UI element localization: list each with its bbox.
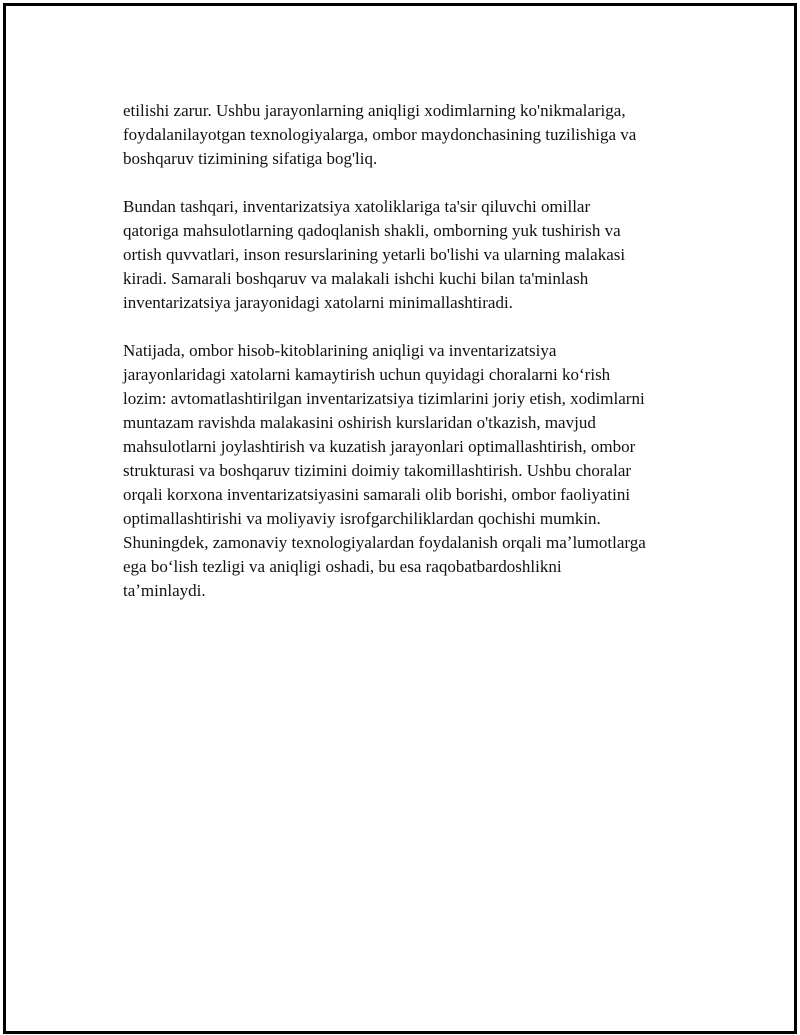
- paragraph-3: Natijada, ombor hisob-kitoblarining aniqligi va inventarizatsiya jarayonlaridagi xatolarni kamaytirish uchun quyidagi choralarni koʻrish lozim: avtomatlashtirilgan inventarizatsiya tizimlarini joriy etish, xodimlarni muntazam ravishda malakasini oshirish kurslaridan o'tkazish, mavjud mahsulotlarni joylashtirish va kuzatish jarayonlari optimallashtirish, ombor strukturasi va boshqaruv tizimini doimiy takomillashtirish. Ushbu choralar orqali korxona inventarizatsiyasini samarali olib borishi, ombor faoliyatini optimallashtirishi va moliyaviy isrofgarchiliklardan qochishi mumkin. Shuningdek, zamonaviy texnologiyalardan foydalanish orqali maʼlumotlarga ega boʻlish tezligi va aniqligi oshadi, bu esa raqobatbardoshlikni taʼminlaydi.: [123, 341, 646, 600]
- page-border: [3, 3, 797, 1034]
- paragraph-1: etilishi zarur. Ushbu jarayonlarning aniqligi xodimlarning ko'nikmalariga, foydalanilayotgan texnologiyalarga, ombor maydonchasining tuzilishiga va boshqaruv tizimining sifatiga bog'liq.: [123, 101, 637, 168]
- paragraph-2: Bundan tashqari, inventarizatsiya xatoliklariga ta'sir qiluvchi omillar qatoriga mahsulotlarning qadoqlanish shakli, omborning yuk tushirish va ortish quvvatlari, inson resurslarining yetarli bo'lishi va ularning malakasi kiradi. Samarali boshqaruv va malakali ishchi kuchi bilan ta'minlash inventarizatsiya jarayonidagi xatolarni minimallashtiradi.: [123, 197, 626, 312]
- document-body: [123, 99, 698, 627]
